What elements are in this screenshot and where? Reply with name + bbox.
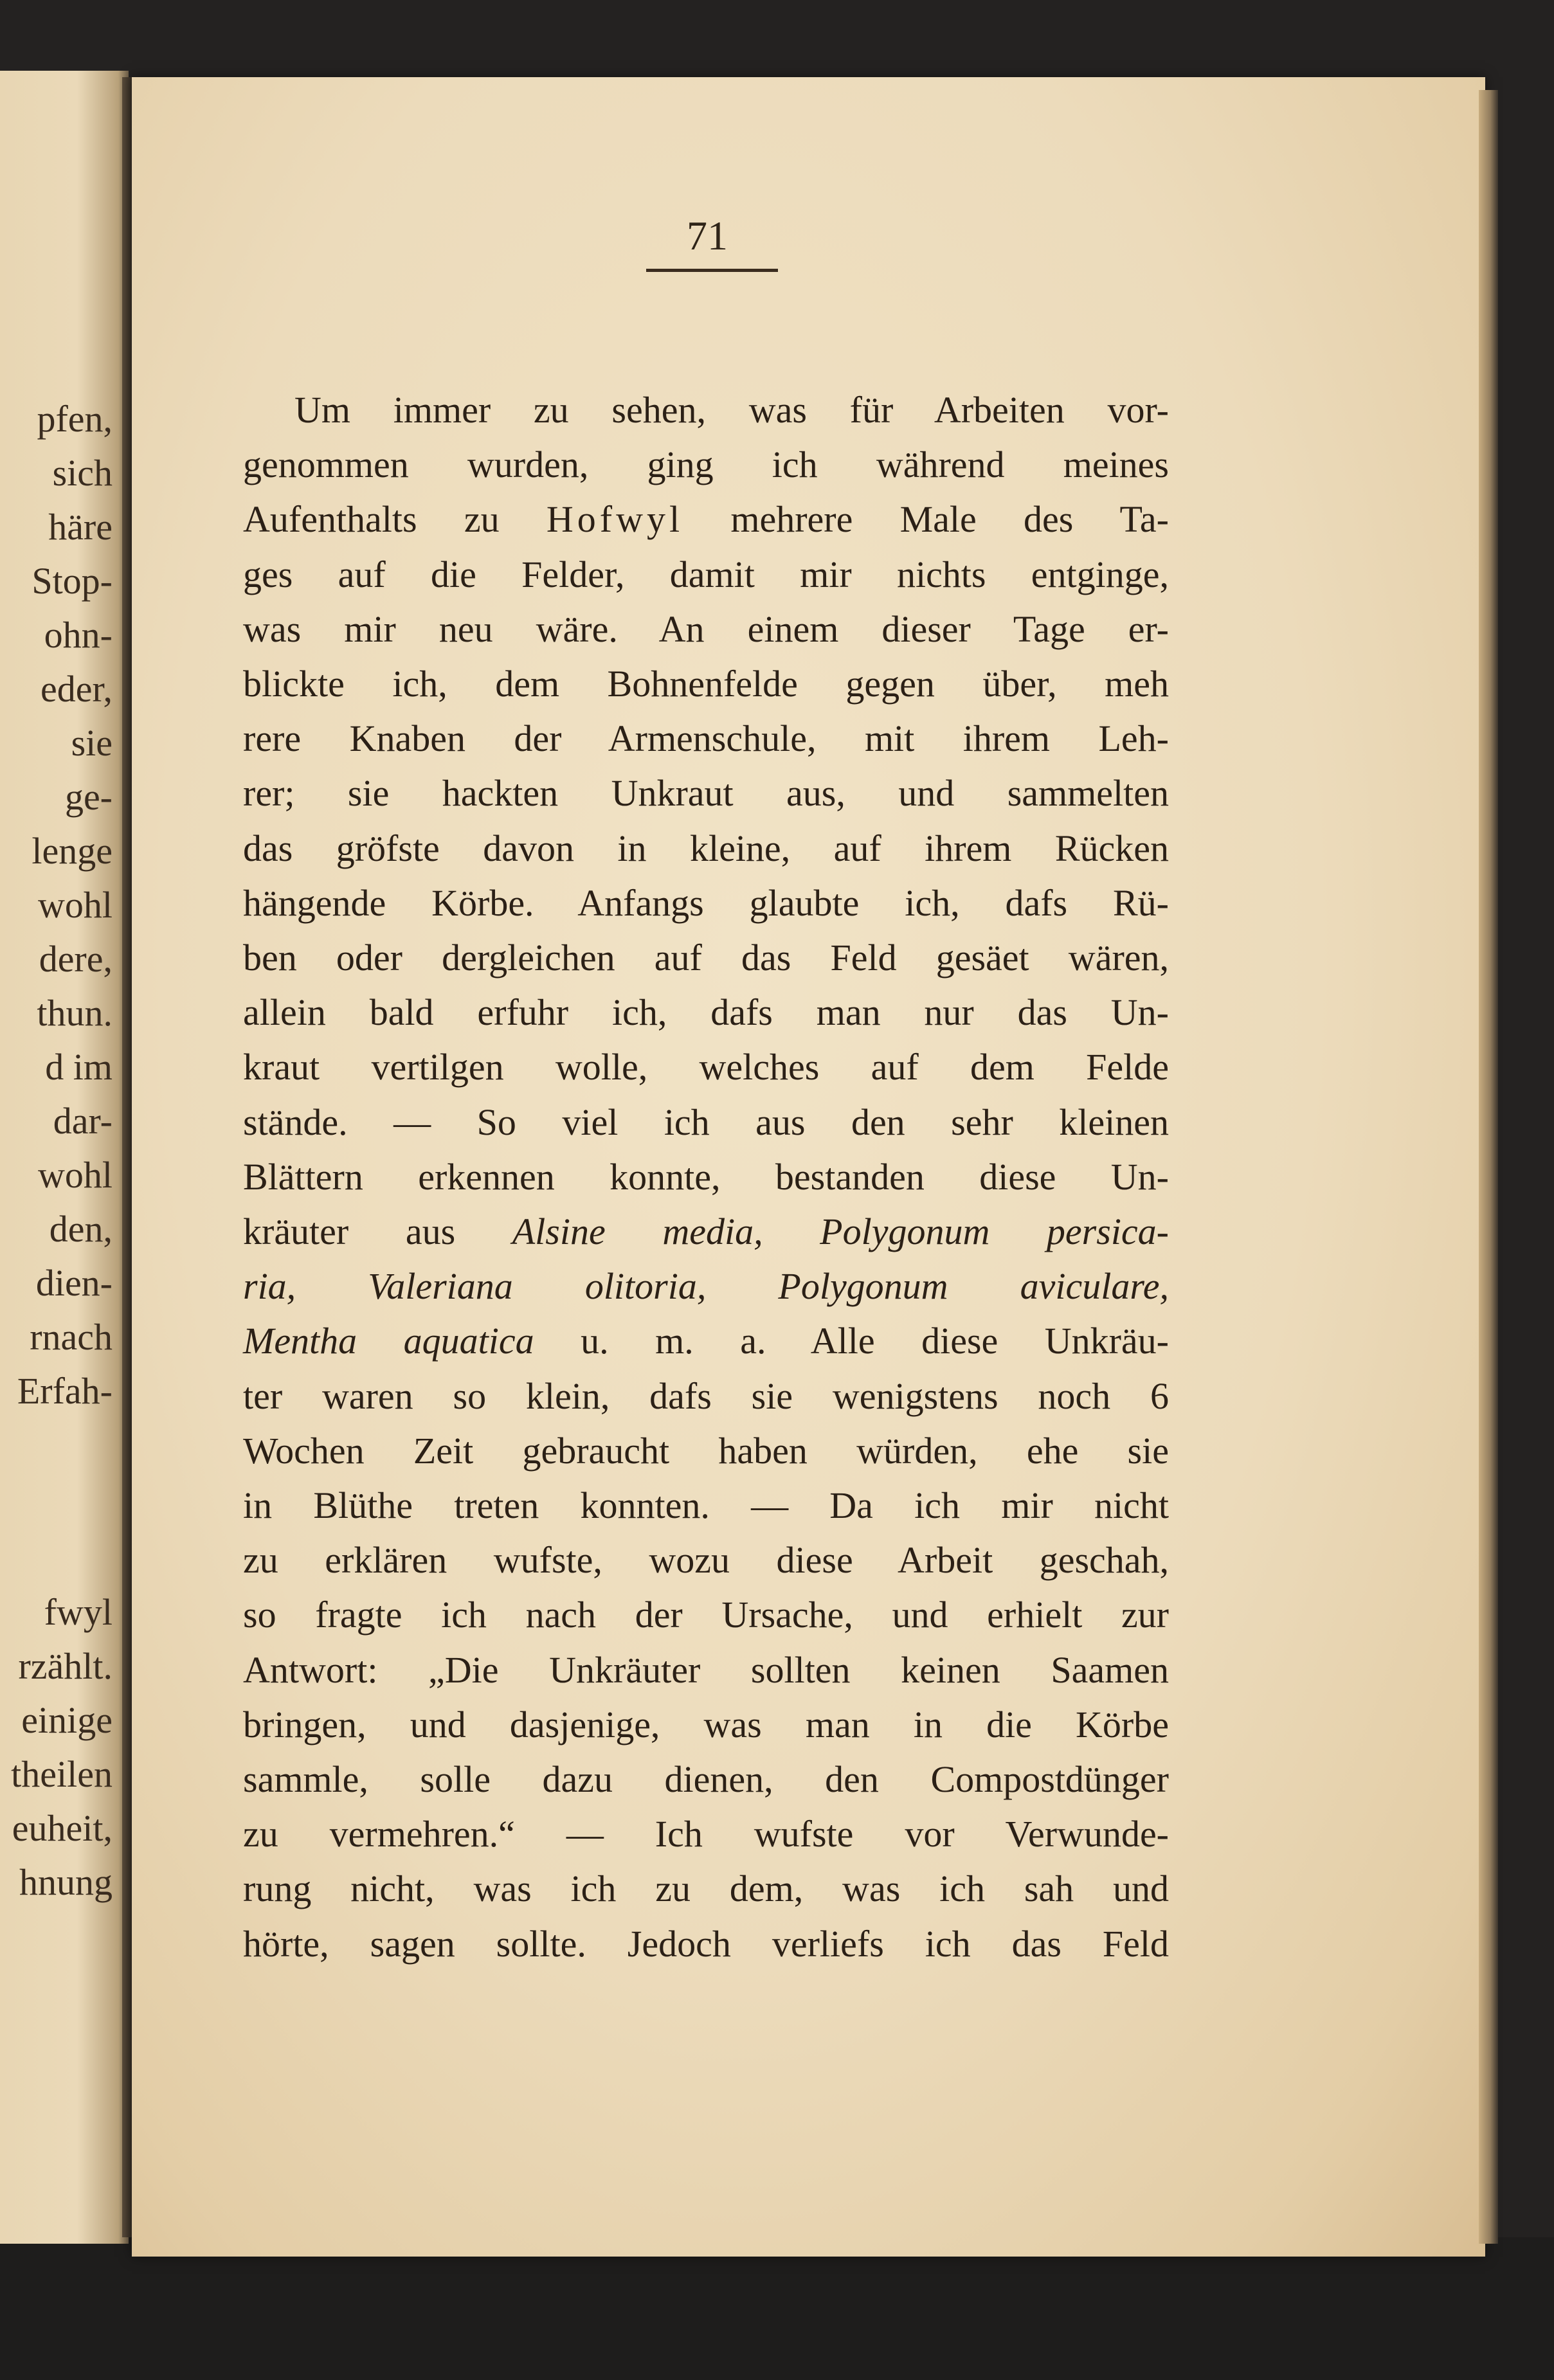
text-segment: zu vermehren.“ — Ich wufste vor Verwunde- — [243, 1813, 1169, 1855]
left-fragment: thun. — [37, 992, 113, 1034]
left-fragment: lenge — [32, 830, 113, 872]
text-line — [243, 1478, 1169, 1533]
text-segment: stände. — So viel ich aus den sehr kleinen — [243, 1101, 1169, 1143]
text-line — [243, 1095, 1169, 1149]
italic-text: Mentha aquatica — [243, 1320, 534, 1362]
text-segment: was mir neu wäre. An einem dieser Tage er- — [243, 608, 1169, 650]
left-fragment: ge- — [64, 776, 113, 818]
left-fragment: Erfah- — [17, 1370, 113, 1412]
text-segment: sammle, solle dazu dienen, den Compostdünger — [243, 1758, 1169, 1801]
text-segment: u. m. a. Alle diese Unkräu- — [534, 1320, 1169, 1362]
left-fragment: theilen — [11, 1753, 113, 1795]
body-text — [243, 383, 1169, 1971]
text-line — [243, 1643, 1169, 1697]
text-segment: hörte, sagen sollte. Jedoch verliefs ich das Feld — [243, 1922, 1169, 1965]
text-segment: Aufenthalts zu — [243, 498, 547, 541]
left-fragment: sich — [52, 452, 113, 494]
text-line — [243, 383, 1169, 437]
text-segment: ges auf die Felder, damit mir nichts entginge, — [243, 553, 1169, 595]
left-fragment: dere, — [39, 938, 113, 980]
left-fragment: wohl — [38, 884, 113, 926]
left-fragment: eder, — [41, 668, 113, 710]
text-line — [243, 437, 1169, 492]
left-fragment: wohl — [38, 1154, 113, 1196]
left-fragment: dien- — [35, 1262, 113, 1304]
text-line — [243, 1204, 1169, 1259]
left-fragment: ohn- — [44, 614, 113, 656]
text-line — [243, 876, 1169, 930]
text-line — [243, 1861, 1169, 1916]
text-segment: hängende Körbe. Anfangs glaubte ich, dafs Rü- — [243, 881, 1169, 924]
text-segment: zu erklären wufste, wozu diese Arbeit geschah, — [243, 1539, 1169, 1582]
left-fragment: euheit, — [12, 1807, 113, 1849]
text-line — [243, 1369, 1169, 1423]
text-line — [243, 492, 1169, 546]
left-page-text — [0, 392, 113, 1909]
left-gap — [0, 1418, 113, 1585]
text-line — [243, 1533, 1169, 1587]
text-line — [243, 1916, 1169, 1971]
text-segment: Wochen Zeit gebraucht haben würden, ehe sie — [243, 1429, 1169, 1472]
text-segment: blickte ich, dem Bohnenfelde gegen über, meh — [243, 663, 1169, 705]
background — [0, 2237, 1554, 2380]
text-segment: Blättern erkennen konnte, bestanden diese Un- — [243, 1155, 1169, 1198]
left-fragment: dar- — [53, 1100, 113, 1142]
left-fragment: sie — [71, 722, 113, 764]
text-segment: das gröfste davon in kleine, auf ihrem Rücken — [243, 827, 1169, 869]
text-line — [243, 602, 1169, 656]
text-segment: kraut vertilgen wolle, welches auf dem Felde — [243, 1046, 1169, 1088]
left-fragment: einige — [21, 1699, 113, 1741]
left-fragment: Stop- — [32, 560, 113, 602]
text-segment: so fragte ich nach der Ursache, und erhielt zur — [243, 1594, 1169, 1636]
page-number: 71 — [687, 213, 728, 258]
text-segment: ben oder dergleichen auf das Feld gesäet wären, — [243, 937, 1169, 979]
left-fragment: d im — [45, 1046, 113, 1088]
italic-text: ria, Valeriana olitoria, Polygonum aviculare, — [243, 1265, 1169, 1308]
text-segment: rere Knaben der Armenschule, mit ihrem Leh- — [243, 717, 1169, 760]
page-number-rule — [646, 269, 778, 272]
text-line — [243, 1040, 1169, 1094]
left-fragment: pfen, — [37, 398, 113, 440]
italic-text: Alsine media, Polygonum persica- — [512, 1211, 1169, 1253]
text-line — [243, 711, 1169, 766]
text-segment: rer; sie hackten Unkraut aus, und sammelten — [243, 772, 1169, 815]
text-segment: kräuter aus — [243, 1211, 512, 1253]
text-line — [243, 1697, 1169, 1752]
text-segment: allein bald erfuhr ich, dafs man nur das Un- — [243, 991, 1169, 1034]
text-segment: Antwort: „Die Unkräuter sollten keinen Saamen — [243, 1648, 1169, 1691]
text-line — [243, 547, 1169, 602]
left-fragment: rzählt. — [18, 1645, 113, 1687]
text-line — [243, 1807, 1169, 1861]
left-fragment: häre — [48, 506, 113, 548]
text-segment: genommen wurden, ging ich während meines — [243, 444, 1169, 486]
text-line — [243, 985, 1169, 1040]
text-segment: Um immer zu sehen, was für Arbeiten vor- — [294, 389, 1169, 431]
text-line — [243, 1423, 1169, 1478]
text-line — [243, 766, 1169, 820]
text-line — [243, 821, 1169, 876]
text-line — [243, 1752, 1169, 1807]
left-fragment: den, — [49, 1208, 113, 1250]
text-segment: ter waren so klein, dafs sie wenigstens noch 6 — [243, 1375, 1169, 1417]
text-line — [243, 930, 1169, 985]
text-segment: mehrere Male des Ta- — [683, 498, 1169, 541]
text-line — [243, 1259, 1169, 1313]
left-page — [0, 71, 129, 2244]
text-line — [243, 1149, 1169, 1204]
text-line — [243, 1587, 1169, 1642]
page-edge — [1479, 90, 1498, 2244]
text-segment: in Blüthe treten konnten. — Da ich mir nicht — [243, 1484, 1169, 1527]
text-line — [243, 656, 1169, 711]
left-fragment: fwyl — [44, 1591, 113, 1633]
text-line — [243, 1313, 1169, 1368]
text-segment: bringen, und dasjenige, was man in die Körbe — [243, 1703, 1169, 1745]
text-segment: rung nicht, was ich zu dem, was ich sah und — [243, 1868, 1169, 1910]
spaced-text: Hofwyl — [546, 498, 684, 541]
left-fragment: hnung — [19, 1861, 113, 1903]
left-fragment: rnach — [30, 1316, 113, 1358]
